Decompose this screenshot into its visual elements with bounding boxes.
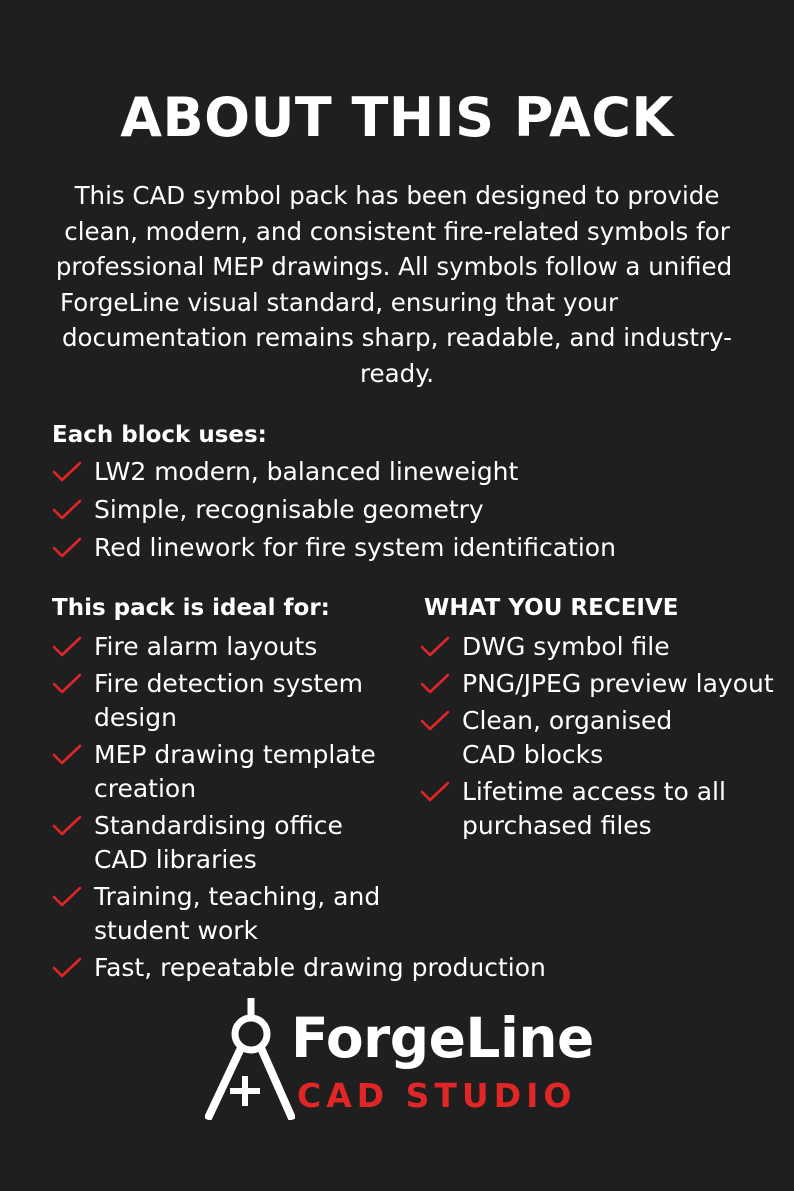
- brand-name: ForgeLine: [291, 1006, 594, 1070]
- receive-section-heading: WHAT YOU RECEIVE: [424, 595, 679, 621]
- receive-list: [420, 630, 774, 846]
- compass-plus-icon: [205, 998, 295, 1120]
- list-item-text: student work: [94, 916, 259, 945]
- brand-tagline: CAD STUDIO: [297, 1076, 577, 1115]
- intro-line: documentation remains sharp, readable, and industry-: [61, 323, 733, 352]
- block-section-heading: Each block uses:: [52, 422, 267, 448]
- list-item-text: Clean, organised: [462, 706, 673, 735]
- forgeline-logo: [205, 998, 605, 1120]
- list-item-text: Red linework for fire system identification: [94, 533, 616, 562]
- checkmark-icon: [52, 636, 82, 658]
- checkmark-icon: [52, 815, 82, 837]
- intro-line: ForgeLine visual standard, ensuring that your: [60, 287, 619, 317]
- list-item-text: DWG symbol file: [462, 632, 670, 661]
- list-item-text: purchased files: [462, 811, 652, 840]
- intro-line: professional MEP drawings. All symbols follow a unified: [55, 252, 733, 281]
- list-item-text: design: [94, 703, 177, 732]
- checkmark-icon: [52, 499, 82, 521]
- list-item-text: CAD blocks: [462, 740, 604, 769]
- list-item-text: Fast, repeatable drawing production: [94, 953, 546, 982]
- checkmark-icon: [420, 636, 450, 658]
- intro-line: ready.: [360, 358, 434, 388]
- block-feature-list: [52, 455, 616, 569]
- list-item-text: Lifetime access to all: [462, 777, 726, 806]
- list-item: [52, 951, 546, 985]
- intro-line: This CAD symbol pack has been designed to provide: [74, 181, 720, 210]
- list-item-text: CAD libraries: [94, 845, 257, 874]
- list-item: [52, 880, 546, 948]
- checkmark-icon: [52, 886, 82, 908]
- list-item: [52, 531, 616, 565]
- checkmark-icon: [420, 781, 450, 803]
- list-item: [420, 630, 774, 664]
- list-item: [52, 493, 616, 527]
- checkmark-icon: [52, 537, 82, 559]
- checkmark-icon: [52, 461, 82, 483]
- list-item-text: MEP drawing template: [94, 740, 376, 769]
- ideal-section-heading: This pack is ideal for:: [52, 595, 330, 621]
- list-item-text: Fire detection system: [94, 669, 363, 698]
- page-title: ABOUT THIS PACK: [120, 86, 674, 149]
- list-item-text: LW2 modern, balanced lineweight: [94, 457, 519, 486]
- list-item-text: creation: [94, 774, 197, 803]
- checkmark-icon: [52, 673, 82, 695]
- list-item: [420, 775, 774, 843]
- list-item-text: PNG/JPEG preview layout: [462, 669, 774, 698]
- list-item-text: Simple, recognisable geometry: [94, 495, 484, 524]
- list-item: [420, 667, 774, 701]
- intro-paragraph: [0, 178, 794, 391]
- checkmark-icon: [52, 957, 82, 979]
- list-item-text: Standardising office: [94, 811, 343, 840]
- list-item: [420, 704, 774, 772]
- checkmark-icon: [420, 673, 450, 695]
- list-item-text: Training, teaching, and: [94, 882, 381, 911]
- intro-line: clean, modern, and consistent fire-related symbols for: [64, 216, 730, 246]
- list-item: [52, 455, 616, 489]
- checkmark-icon: [420, 710, 450, 732]
- list-item-text: Fire alarm layouts: [94, 632, 318, 661]
- checkmark-icon: [52, 744, 82, 766]
